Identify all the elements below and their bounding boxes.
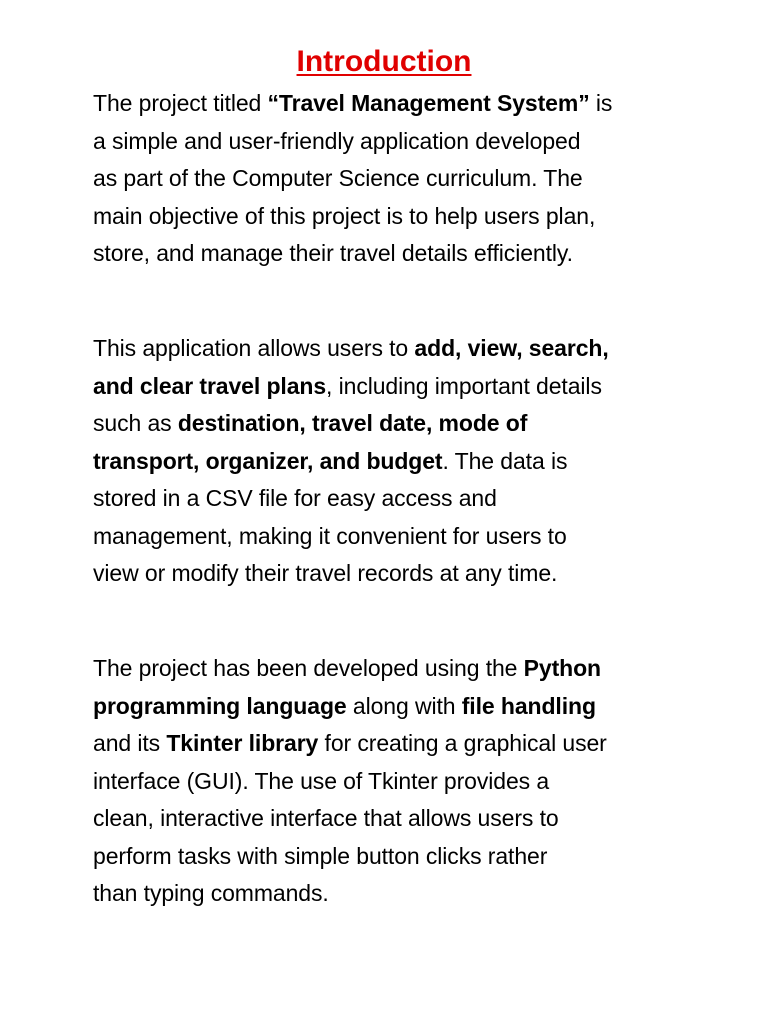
text-line <box>93 160 693 198</box>
text-line <box>93 198 693 236</box>
text-run: clean, interactive interface that allows users to <box>93 805 559 831</box>
text-run: store, and manage their travel details efficiently. <box>93 240 573 266</box>
text-line <box>93 688 693 726</box>
text-line <box>93 518 693 556</box>
text-line <box>93 555 693 593</box>
text-run: such as <box>93 410 178 436</box>
bold-text-run: Tkinter library <box>166 730 319 756</box>
bold-text-run: programming language <box>93 692 347 719</box>
paragraph-2 <box>93 330 693 593</box>
text-run: The project has been developed using the <box>93 655 524 681</box>
text-run: The project titled <box>93 90 268 116</box>
bold-text-run: “Travel Management System” <box>267 90 590 116</box>
text-line <box>93 235 693 273</box>
text-line <box>93 480 693 518</box>
text-line <box>93 330 693 368</box>
text-run: a simple and user-friendly application developed <box>93 127 581 154</box>
text-line <box>93 443 693 481</box>
text-run: as part of the Computer Science curriculum. The <box>93 165 583 191</box>
text-line <box>93 875 693 913</box>
bold-text-run: add, view, search, <box>414 335 609 361</box>
paragraph-1 <box>93 85 693 273</box>
bold-text-run: transport, organizer, and budget <box>93 447 443 474</box>
text-run: for creating a graphical user <box>318 730 607 756</box>
text-line <box>93 85 693 123</box>
text-run: along with <box>346 692 462 719</box>
text-line <box>93 800 693 838</box>
document-title: Introduction <box>296 45 472 78</box>
bold-text-run: file handling <box>461 692 596 719</box>
text-run: interface (GUI). The use of Tkinter provides a <box>93 767 550 794</box>
text-line <box>93 123 693 161</box>
text-line <box>93 650 693 688</box>
bold-text-run: destination, travel date, mode of <box>177 410 528 436</box>
text-run: management, making it convenient for users to <box>93 522 567 549</box>
text-run: and its <box>93 730 167 756</box>
bold-text-run: and clear travel plans <box>93 372 327 399</box>
text-run: , including important details <box>326 372 602 399</box>
bold-text-run: Python <box>523 655 601 681</box>
text-run: perform tasks with simple button clicks rather <box>93 842 548 869</box>
text-run: . The data is <box>442 447 568 474</box>
text-line <box>93 838 693 876</box>
text-run: stored in a CSV file for easy access and <box>93 485 497 511</box>
text-run: view or modify their travel records at any time. <box>93 560 558 586</box>
text-line <box>93 368 693 406</box>
text-line <box>93 725 693 763</box>
text-run: than typing commands. <box>93 880 329 906</box>
text-run: This application allows users to <box>93 335 415 361</box>
text-run: is <box>589 90 613 116</box>
paragraph-3 <box>93 650 693 913</box>
text-line <box>93 405 693 443</box>
text-run: main objective of this project is to help users plan, <box>93 202 596 229</box>
text-line <box>93 763 693 801</box>
